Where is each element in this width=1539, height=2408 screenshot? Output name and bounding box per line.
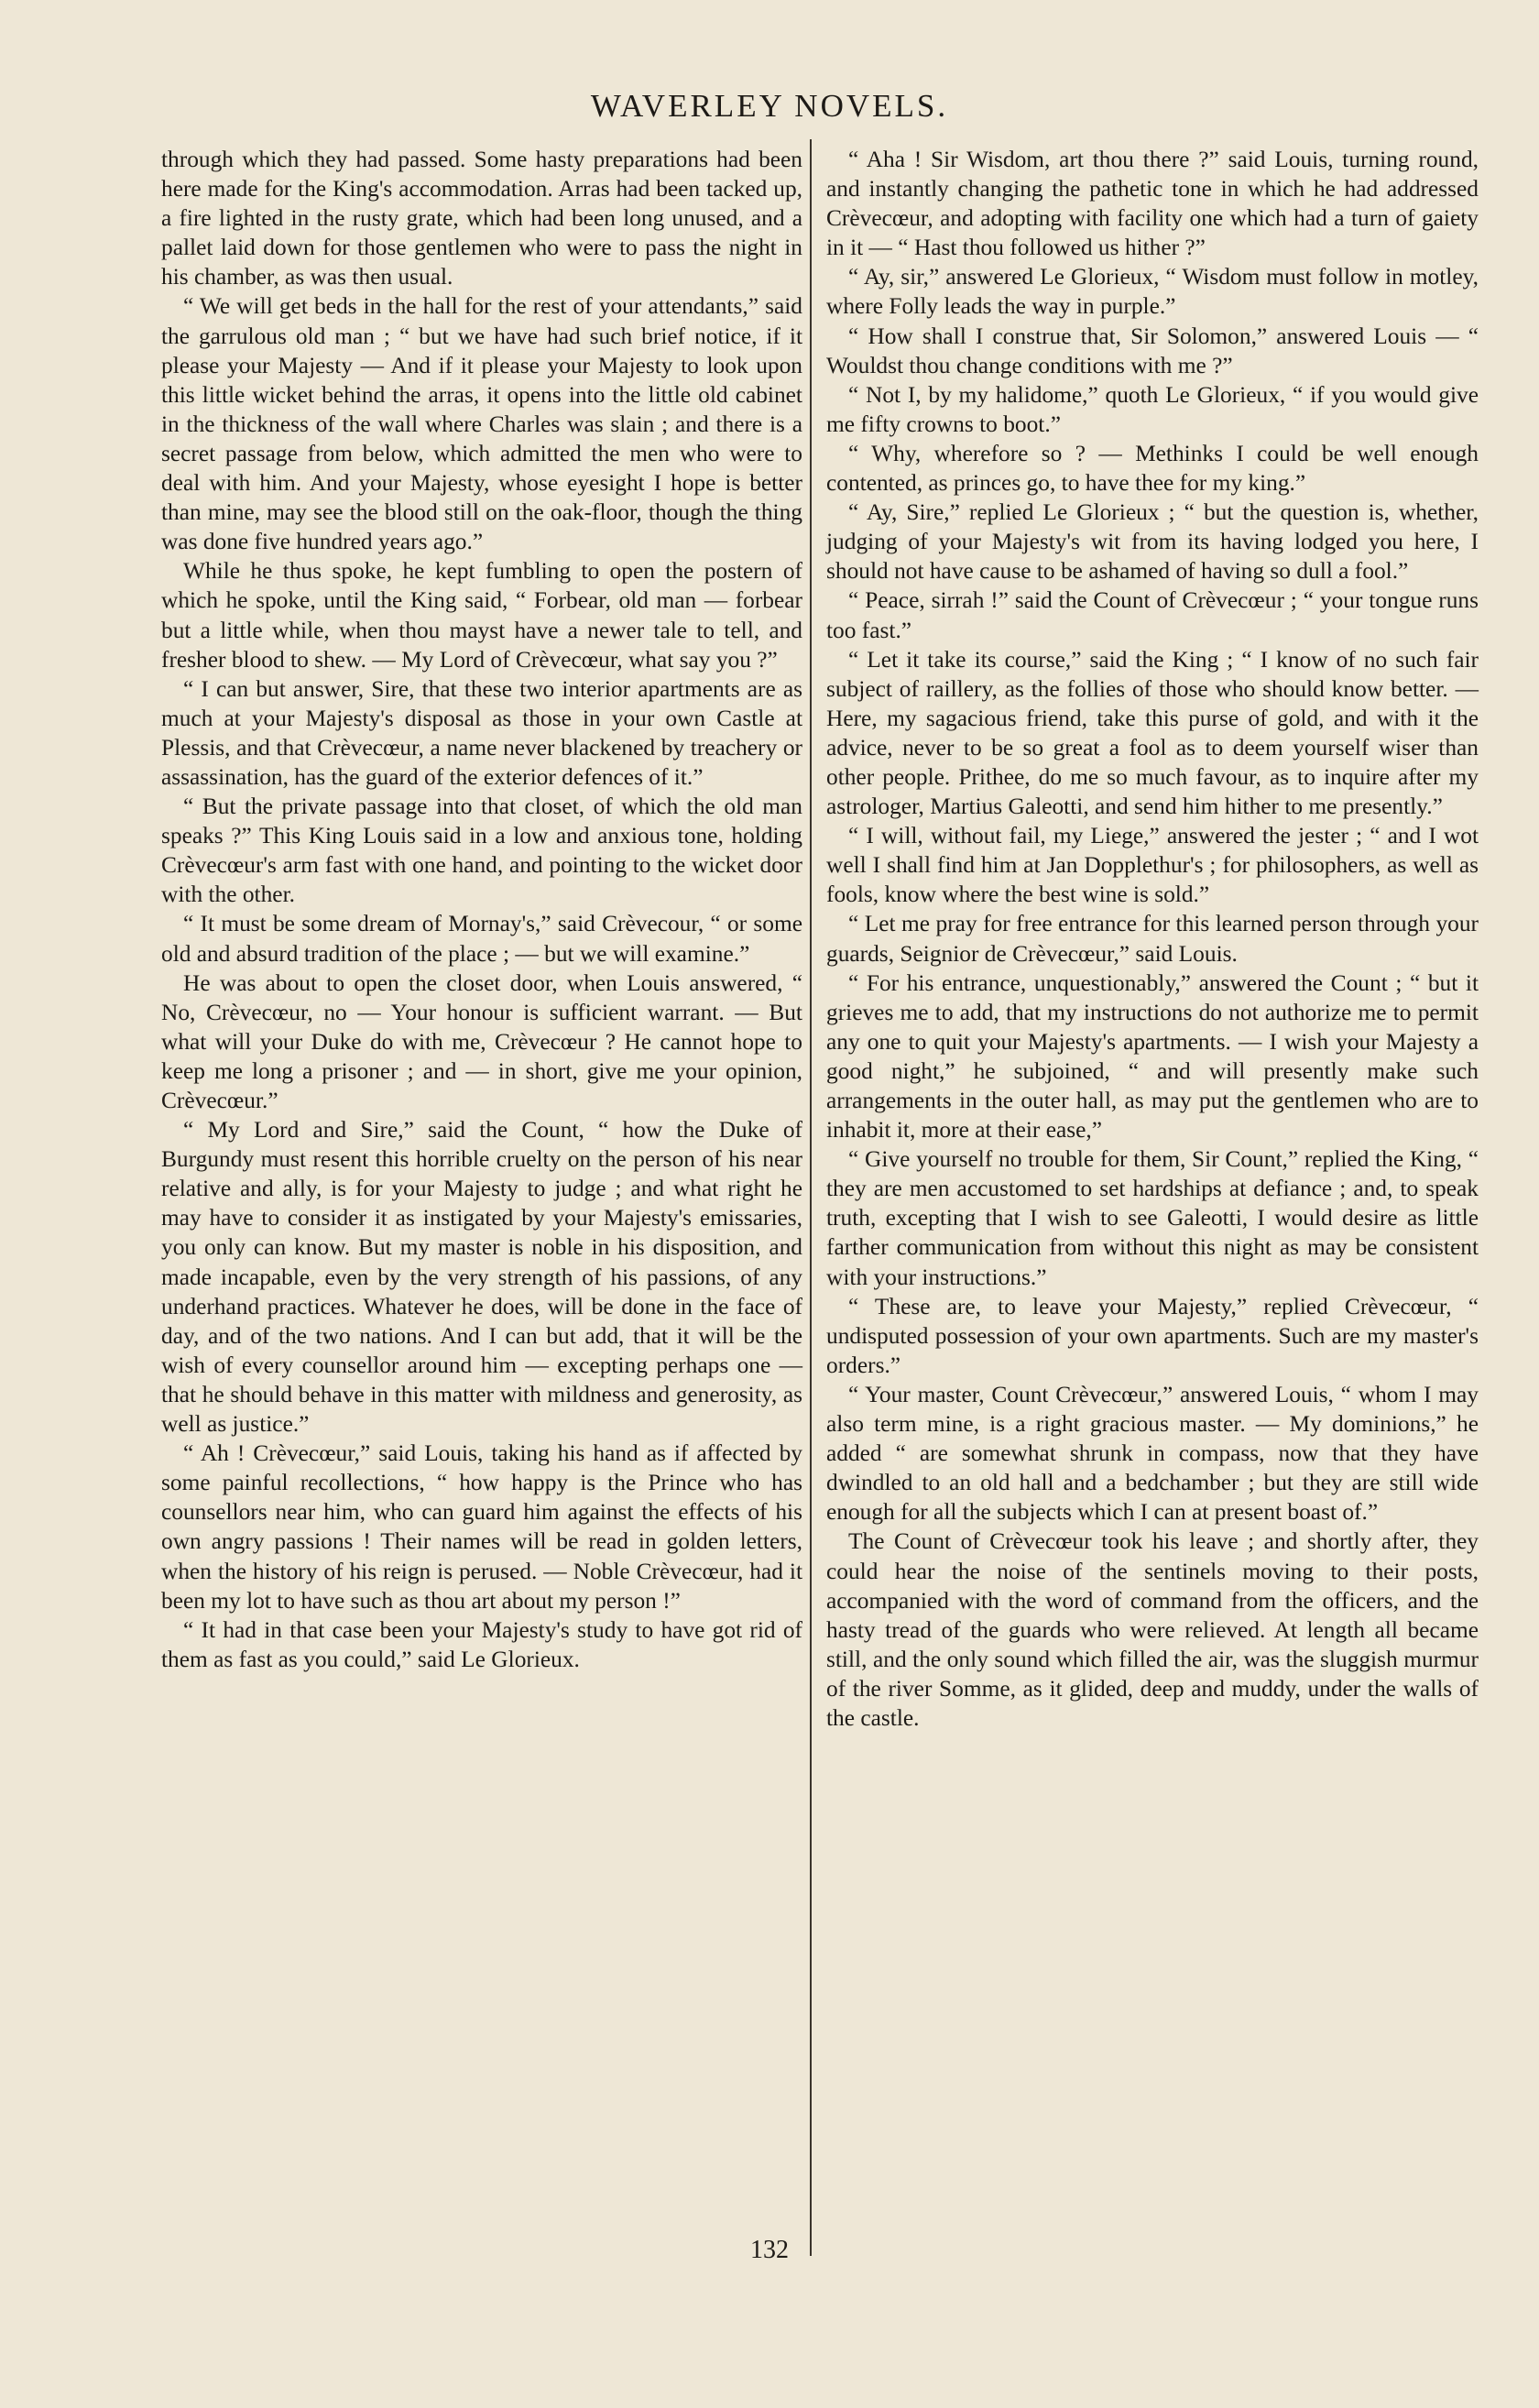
paragraph: “ Let it take its course,” said the King ; “ I know of no such fair subject of raillery, as the follies of those who should know better. — Here, my sagacious friend, take this purse of gold, and with it the advice, never to be so great a fool as to deem yourself wiser than other people. Prithee, do me so much favour, as to inquire after my astrologer, Martius Galeotti, and send him hither to me presently.” bbox=[826, 646, 1479, 820]
paragraph: He was about to open the closet door, when Louis answered, “ No, Crèvecœur, no — Your honour is sufficient warrant. — But what will your Duke do with me, Crèvecœur ? He cannot hope to keep me long a prisoner ; and — in short, give me your opinion, Crèvecœur.” bbox=[161, 969, 802, 1113]
paragraph: The Count of Crèvecœur took his leave ; and shortly after, they could hear the noise of the sentinels moving to their posts, accompanied with the word of command from the officers, and the hasty tread of the guards who were relieved. At length all became still, and the only sound which filled the air, was the sluggish murmur of the river Somme, as it glided, deep and muddy, under the walls of the castle. bbox=[826, 1528, 1479, 1731]
paragraph: “ It had in that case been your Majesty's study to have got rid of them as fast as you could,” said Le Glorieux. bbox=[161, 1616, 802, 1672]
paragraph: “ For his entrance, unquestionably,” answered the Count ; “ but it grieves me to add, that my instructions do not authorize me to permit any one to quit your Majesty's apartments. — I wish your Majesty a good night,” he subjoined, “ and will presently make such arrangements in the outer hall, as may put the gentlemen who are to inhabit it, more at their ease,” bbox=[826, 969, 1479, 1144]
paragraph: “ Why, wherefore so ? — Methinks I could be well enough contented, as princes go, to have thee for my king.” bbox=[826, 440, 1479, 497]
paragraph: “ Your master, Count Crèvecœur,” answered Louis, “ whom I may also term mine, is a right gracious master. — My dominions,” he added “ are somewhat shrunk in compass, now that they have dwindled to an old hall and a bedchamber ; but they are still wide enough for all the subjects which I can at present boast of.” bbox=[826, 1381, 1479, 1526]
paragraph: “ Ah ! Crèvecœur,” said Louis, taking his hand as if affected by some painful recollections, “ how happy is the Prince who has counsellors near him, who can guard him against the effects of his own angry passions ! Their names will be read in golden letters, when the history of his reign is perused. — Noble Crèvecœur, had it been my lot to have such as thou art about my person !” bbox=[161, 1440, 802, 1614]
paragraph: “ Let me pray for free entrance for this learned person through your guards, Seignior de Crèvecœur,” said Louis. bbox=[826, 911, 1479, 967]
paragraph: “ I can but answer, Sire, that these two interior apartments are as much at your Majesty's disposal as those in your own Castle at Plessis, and that Crèvecœur, a name never blackened by treachery or assassination, has the guard of the exterior defences of it.” bbox=[161, 675, 802, 790]
page-number: 132 bbox=[750, 2236, 789, 2264]
paragraph: “ It must be some dream of Mornay's,” said Crèvecour, “ or some old and absurd tradition of the place ; — but we will examine.” bbox=[161, 911, 802, 967]
paragraph: through which they had passed. Some hasty preparations had been here made for the King's accommodation. Arras had been tacked up, a fire lighted in the rusty grate, which had been long unused, and a pallet laid down for those gentlemen who were to pass the night in his chamber, as was then usual. bbox=[161, 147, 802, 290]
column-divider bbox=[810, 139, 812, 2256]
right-column bbox=[826, 145, 1479, 1733]
paragraph: “ Not I, by my halidome,” quoth Le Glorieux, “ if you would give me fifty crowns to boot.” bbox=[826, 381, 1479, 437]
paragraph: “ I will, without fail, my Liege,” answered the jester ; “ and I wot well I shall find him at Jan Dopplethur's ; for philosophers, as well as fools, know where the best wine is sold.” bbox=[826, 823, 1479, 908]
paragraph: “ These are, to leave your Majesty,” replied Crèvecœur, “ undisputed possession of your own apartments. Such are my master's orders.” bbox=[826, 1293, 1479, 1378]
paragraph: While he thus spoke, he kept fumbling to open the postern of which he spoke, until the King said, “ Forbear, old man — forbear but a little while, when thou mayst have a newer tale to tell, and fresher blood to shew. — My Lord of Crèvecœur, what say you ?” bbox=[161, 558, 802, 673]
paragraph: “ How shall I construe that, Sir Solomon,” answered Louis — “ Wouldst thou change conditions with me ?” bbox=[826, 323, 1479, 378]
paragraph: “ Peace, sirrah !” said the Count of Crèvecœur ; “ your tongue runs too fast.” bbox=[826, 587, 1479, 643]
paragraph: “ Aha ! Sir Wisdom, art thou there ?” said Louis, turning round, and instantly changing the pathetic tone in which he had addressed Crèvecœur, and adopting with facility one which had a turn of gaiety in it — “ Hast thou followed us hither ?” bbox=[826, 147, 1479, 261]
left-column bbox=[161, 145, 802, 1674]
running-head: WAVERLEY NOVELS. bbox=[590, 88, 949, 124]
paragraph: “ We will get beds in the hall for the rest of your attendants,” said the garrulous old man ; “ but we have had such brief notice, if it please your Majesty — And if it please your Majesty to look upon this little wicket behind the arras, it opens into the little old cabinet in the thickness of the wall where Charles was slain ; and there is a secret passage from below, which admitted the men who were to deal with him. And your Majesty, whose eyesight I hope is better than mine, may see the blood still on the oak-floor, though the thing was done five hundred years ago.” bbox=[161, 293, 802, 555]
paragraph: “ Give yourself no trouble for them, Sir Count,” replied the King, “ they are men accustomed to set hardships at defiance ; and, to speak truth, excepting that I wish to see Galeotti, I would desire as little farther communication from without this night as may be consistent with your instructions.” bbox=[826, 1146, 1479, 1290]
paragraph: “ My Lord and Sire,” said the Count, “ how the Duke of Burgundy must resent this horrible cruelty on the person of his near relative and ally, is for your Majesty to judge ; and what right he may have to consider it as instigated by your Majesty's emissaries, you only can know. But my master is noble in his disposition, and made incapable, even by the very strength of his passions, of any underhand practices. Whatever he does, will be done in the face of day, and of the two nations. And I can but add, that it will be the wish of every counsellor around him — excepting perhaps one — that he should behave in this matter with mildness and generosity, as well as justice.” bbox=[161, 1117, 802, 1438]
paragraph: “ Ay, Sire,” replied Le Glorieux ; “ but the question is, whether, judging of your Majesty's wit from its having lodged you here, I should not have cause to be ashamed of having so dull a fool.” bbox=[826, 499, 1479, 585]
paragraph: “ But the private passage into that closet, of which the old man speaks ?” This King Louis said in a low and anxious tone, holding Crèvecœur's arm fast with one hand, and pointing to the wicket door with the other. bbox=[161, 794, 802, 908]
paragraph: “ Ay, sir,” answered Le Glorieux, “ Wisdom must follow in motley, where Folly leads the way in purple.” bbox=[826, 264, 1479, 320]
